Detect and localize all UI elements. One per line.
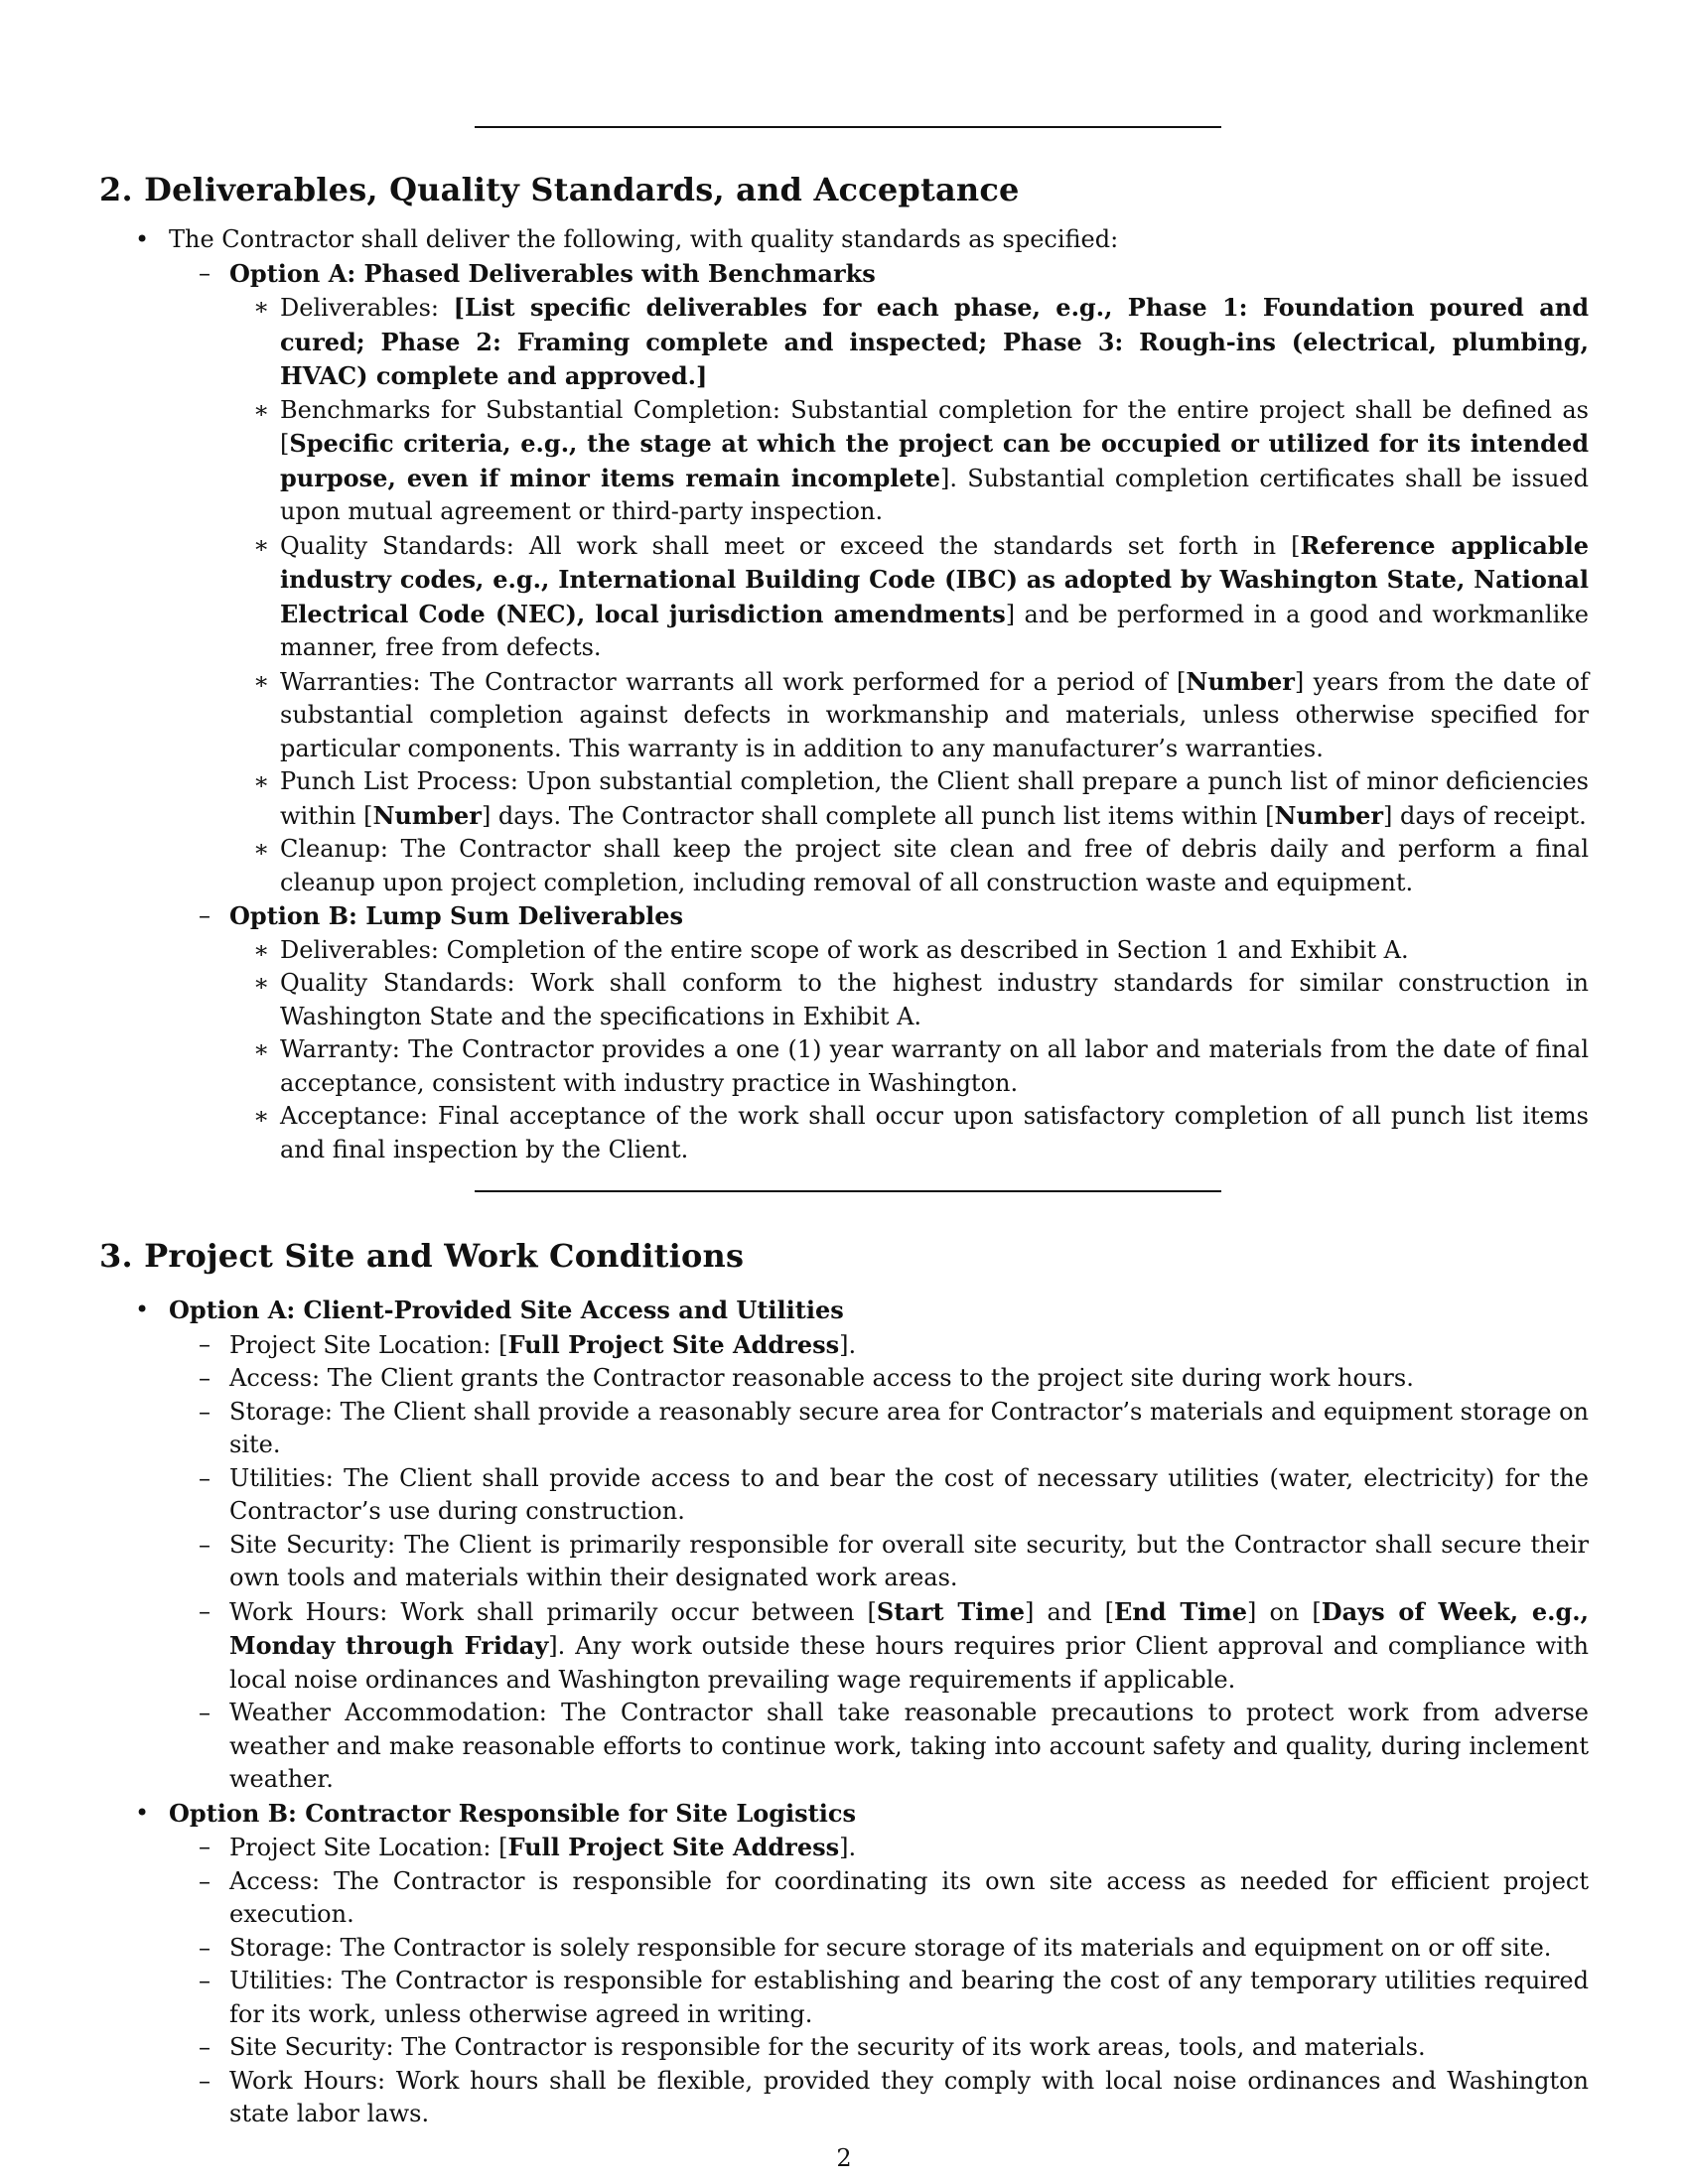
section-2-intro: The Contractor shall deliver the following, with quality standards as specified: bbox=[169, 225, 1119, 253]
list-item: ∗ Quality Standards: All work shall meet or exceed the standards set forth in [Reference applicable industry codes, e.g., International Building Code (IBC) as adopted by Washington State, National Electrical Code (NEC), local jurisdiction amendments] and be performed in a good and workmanlike manner, free from defects. bbox=[229, 529, 1589, 665]
section-2-heading: 2. Deliverables, Quality Standards, and Acceptance bbox=[99, 171, 1020, 208]
list-item: ∗ Deliverables: Completion of the entire scope of work as described in Section 1 and Exhibit A. bbox=[229, 934, 1589, 968]
horizontal-rule bbox=[475, 126, 1221, 128]
list-item: ∗ Quality Standards: Work shall conform to the highest industry standards for similar construction in Washington State and the specifications in Exhibit A. bbox=[229, 967, 1589, 1033]
section-3-heading: 3. Project Site and Work Conditions bbox=[99, 1237, 745, 1275]
list-item: – Storage: The Contractor is solely responsible for secure storage of its materials and equipment on or off site. bbox=[169, 1932, 1589, 1966]
list-item: ∗ Deliverables: [List specific deliverables for each phase, e.g., Phase 1: Foundation poured and cured; Phase 2: Framing complete and inspected; Phase 3: Rough-ins (electrical, plumbing, HVAC) complete and approved.] bbox=[229, 291, 1589, 394]
list-item: ∗ Punch List Process: Upon substantial completion, the Client shall prepare a punch list of minor deficiencies within [Number] days. The Contractor shall complete all punch list items within [Number] days of receipt. bbox=[229, 765, 1589, 833]
list-item: – Project Site Location: [Full Project Site Address]. bbox=[169, 1831, 1589, 1865]
section-2-body bbox=[99, 223, 1589, 1166]
option-a-title: Option A: Phased Deliverables with Benchmarks bbox=[229, 258, 876, 288]
option-b-title: Option B: Lump Sum Deliverables bbox=[229, 901, 683, 930]
list-item: – Site Security: The Contractor is responsible for the security of its work areas, tools, and materials. bbox=[169, 2031, 1589, 2065]
option-a-item bbox=[99, 1294, 1589, 1797]
list-item: – Access: The Contractor is responsible for coordinating its own site access as needed for efficient project execution. bbox=[169, 1865, 1589, 1932]
document-page bbox=[99, 0, 1589, 2184]
list-item: ∗ Benchmarks for Substantial Completion: Substantial completion for the entire project shall be defined as [Specific criteria, e.g., the stage at which the project can be occupied or utilized for its intended purpose, even if minor items remain incomplete]. Substantial completion certificates shall be issued upon mutual agreement or third-party inspection. bbox=[229, 394, 1589, 529]
option-b-item bbox=[169, 899, 1589, 1166]
page-number: 2 bbox=[836, 2144, 852, 2172]
list-item: ∗ Cleanup: The Contractor shall keep the project site clean and free of debris daily and perform a final cleanup upon project completion, including removal of all construction waste and equipment. bbox=[229, 833, 1589, 899]
section-3-body bbox=[99, 1294, 1589, 2131]
option-b-item bbox=[99, 1797, 1589, 2131]
list-item: – Weather Accommodation: The Contractor shall take reasonable precautions to protect work from adverse weather and make reasonable efforts to continue work, taking into account safety and quality, during inclement weather. bbox=[169, 1697, 1589, 1797]
list-item: – Work Hours: Work shall primarily occur between [Start Time] and [End Time] on [Days of Week, e.g., Monday through Friday]. Any work outside these hours requires prior Client approval and compliance with local noise ordinances and Washington prevailing wage requirements if applicable. bbox=[169, 1595, 1589, 1698]
option-b-title: Option B: Contractor Responsible for Site Logistics bbox=[169, 1798, 856, 1828]
list-item: – Site Security: The Client is primarily responsible for overall site security, but the Contractor shall secure their own tools and materials within their designated work areas. bbox=[169, 1529, 1589, 1595]
list-item: – Work Hours: Work hours shall be flexible, provided they comply with local noise ordinances and Washington state labor laws. bbox=[169, 2065, 1589, 2131]
option-a-title: Option A: Client-Provided Site Access and Utilities bbox=[169, 1296, 844, 1324]
list-item: – Storage: The Client shall provide a reasonably secure area for Contractor’s materials and equipment storage on site. bbox=[169, 1396, 1589, 1462]
horizontal-rule bbox=[475, 1190, 1221, 1192]
list-item bbox=[99, 223, 1589, 1166]
list-item: – Utilities: The Client shall provide access to and bear the cost of necessary utilities (water, electricity) for the Contractor’s use during construction. bbox=[169, 1462, 1589, 1529]
option-a-item bbox=[169, 257, 1589, 900]
list-item: ∗ Acceptance: Final acceptance of the work shall occur upon satisfactory completion of all punch list items and final inspection by the Client. bbox=[229, 1100, 1589, 1166]
list-item: – Access: The Client grants the Contractor reasonable access to the project site during work hours. bbox=[169, 1362, 1589, 1396]
list-item: – Utilities: The Contractor is responsible for establishing and bearing the cost of any temporary utilities required for its work, unless otherwise agreed in writing. bbox=[169, 1965, 1589, 2031]
list-item: – Project Site Location: [Full Project Site Address]. bbox=[169, 1328, 1589, 1363]
list-item: ∗ Warranties: The Contractor warrants all work performed for a period of [Number] years from the date of substantial completion against defects in workmanship and materials, unless otherwise specified for particular components. This warranty is in addition to any manufacturer’s warranties. bbox=[229, 665, 1589, 766]
list-item: ∗ Warranty: The Contractor provides a one (1) year warranty on all labor and materials from the date of final acceptance, consistent with industry practice in Washington. bbox=[229, 1033, 1589, 1100]
